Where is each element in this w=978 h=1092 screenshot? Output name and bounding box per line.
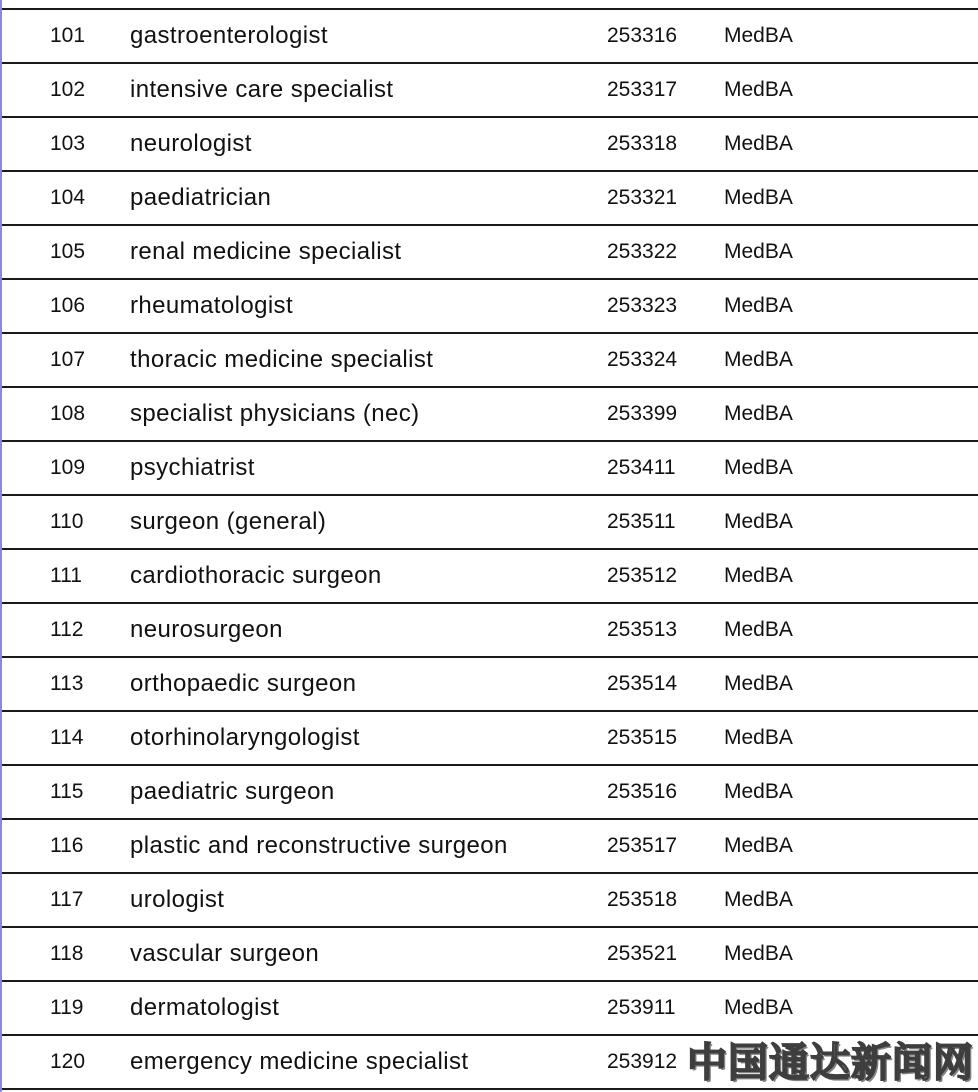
- anzsco-code-cell: 253323: [607, 294, 678, 317]
- row-number-cell: 119: [50, 996, 84, 1019]
- row-number-cell: 115: [50, 780, 84, 803]
- occupation-table: [2, 10, 978, 1090]
- row-number-cell: 105: [50, 240, 86, 263]
- row-number-cell: 111: [50, 564, 82, 587]
- table-row: [2, 658, 978, 712]
- occupation-name-cell: thoracic medicine specialist: [130, 346, 434, 373]
- table-row: [2, 550, 978, 604]
- row-number-cell: 117: [50, 888, 84, 911]
- row-number-cell: 102: [50, 78, 86, 101]
- occupation-name-cell: urologist: [130, 886, 225, 913]
- occupation-name-cell: vascular surgeon: [130, 940, 320, 967]
- anzsco-code-cell: 253513: [607, 618, 678, 641]
- site-watermark: 中国通达新闻网: [687, 1040, 974, 1086]
- list-type-cell: MedBA: [724, 402, 793, 425]
- row-number-cell: 110: [50, 510, 84, 533]
- occupation-name-cell: neurosurgeon: [130, 616, 283, 643]
- table-row: [2, 388, 978, 442]
- anzsco-code-cell: 253911: [607, 996, 676, 1019]
- occupation-name-cell: cardiothoracic surgeon: [130, 562, 382, 589]
- table-row: [2, 172, 978, 226]
- table-row: [2, 496, 978, 550]
- occupation-name-cell: gastroenterologist: [130, 22, 328, 49]
- occupation-name-cell: neurologist: [130, 130, 252, 157]
- list-type-cell: MedBA: [724, 456, 793, 479]
- anzsco-code-cell: 253517: [607, 834, 678, 857]
- row-number-cell: 108: [50, 402, 86, 425]
- anzsco-code-cell: 253514: [607, 672, 678, 695]
- list-type-cell: MedBA: [724, 240, 793, 263]
- row-number-cell: 101: [50, 24, 86, 47]
- list-type-cell: MedBA: [724, 996, 793, 1019]
- occupation-name-cell: plastic and reconstructive surgeon: [130, 832, 508, 859]
- table-row: [2, 280, 978, 334]
- anzsco-code-cell: 253399: [607, 402, 678, 425]
- occupation-name-cell: paediatric surgeon: [130, 778, 335, 805]
- occupation-name-cell: specialist physicians (nec): [130, 400, 420, 427]
- table-row: [2, 982, 978, 1036]
- anzsco-code-cell: 253318: [607, 132, 678, 155]
- table-row: [2, 334, 978, 388]
- occupation-name-cell: rheumatologist: [130, 292, 294, 319]
- table-row: [2, 766, 978, 820]
- row-number-cell: 116: [50, 834, 84, 857]
- table-row: [2, 226, 978, 280]
- list-type-cell: MedBA: [724, 78, 793, 101]
- occupation-name-cell: surgeon (general): [130, 508, 327, 535]
- anzsco-code-cell: 253518: [607, 888, 678, 911]
- table-row: [2, 10, 978, 64]
- row-number-cell: 114: [50, 726, 84, 749]
- list-type-cell: MedBA: [724, 780, 793, 803]
- row-number-cell: 106: [50, 294, 86, 317]
- row-number-cell: 103: [50, 132, 86, 155]
- list-type-cell: MedBA: [724, 618, 793, 641]
- table-row: [2, 64, 978, 118]
- anzsco-code-cell: 253322: [607, 240, 678, 263]
- row-number-cell: 113: [50, 672, 84, 695]
- occupation-name-cell: otorhinolaryngologist: [130, 724, 360, 751]
- table-row: [2, 604, 978, 658]
- table-row: [2, 928, 978, 982]
- anzsco-code-cell: 253516: [607, 780, 678, 803]
- occupation-name-cell: renal medicine specialist: [130, 238, 402, 265]
- occupation-name-cell: intensive care specialist: [130, 76, 394, 103]
- list-type-cell: MedBA: [724, 24, 793, 47]
- anzsco-code-cell: 253912: [607, 1050, 678, 1073]
- anzsco-code-cell: 253521: [607, 942, 678, 965]
- occupation-name-cell: paediatrician: [130, 184, 272, 211]
- occupation-name-cell: dermatologist: [130, 994, 280, 1021]
- table-row: [2, 118, 978, 172]
- row-number-cell: 118: [50, 942, 84, 965]
- row-number-cell: 120: [50, 1050, 86, 1073]
- occupation-name-cell: psychiatrist: [130, 454, 255, 481]
- table-row: [2, 820, 978, 874]
- anzsco-code-cell: 253411: [607, 456, 676, 479]
- list-type-cell: MedBA: [724, 186, 793, 209]
- anzsco-code-cell: 253321: [607, 186, 678, 209]
- list-type-cell: MedBA: [724, 132, 793, 155]
- list-type-cell: MedBA: [724, 672, 793, 695]
- list-type-cell: MedBA: [724, 834, 793, 857]
- row-number-cell: 109: [50, 456, 86, 479]
- list-type-cell: MedBA: [724, 294, 793, 317]
- row-number-cell: 104: [50, 186, 86, 209]
- list-type-cell: MedBA: [724, 726, 793, 749]
- occupation-name-cell: emergency medicine specialist: [130, 1048, 469, 1075]
- anzsco-code-cell: 253317: [607, 78, 678, 101]
- anzsco-code-cell: 253515: [607, 726, 678, 749]
- row-number-cell: 112: [50, 618, 84, 641]
- list-type-cell: MedBA: [724, 942, 793, 965]
- anzsco-code-cell: 253511: [607, 510, 676, 533]
- anzsco-code-cell: 253512: [607, 564, 678, 587]
- list-type-cell: MedBA: [724, 510, 793, 533]
- anzsco-code-cell: 253324: [607, 348, 678, 371]
- table-row: [2, 442, 978, 496]
- anzsco-code-cell: 253316: [607, 24, 678, 47]
- table-row: [2, 874, 978, 928]
- table-row: [2, 712, 978, 766]
- list-type-cell: MedBA: [724, 888, 793, 911]
- list-type-cell: MedBA: [724, 348, 793, 371]
- list-type-cell: MedBA: [724, 564, 793, 587]
- row-number-cell: 107: [50, 348, 86, 371]
- occupation-name-cell: orthopaedic surgeon: [130, 670, 357, 697]
